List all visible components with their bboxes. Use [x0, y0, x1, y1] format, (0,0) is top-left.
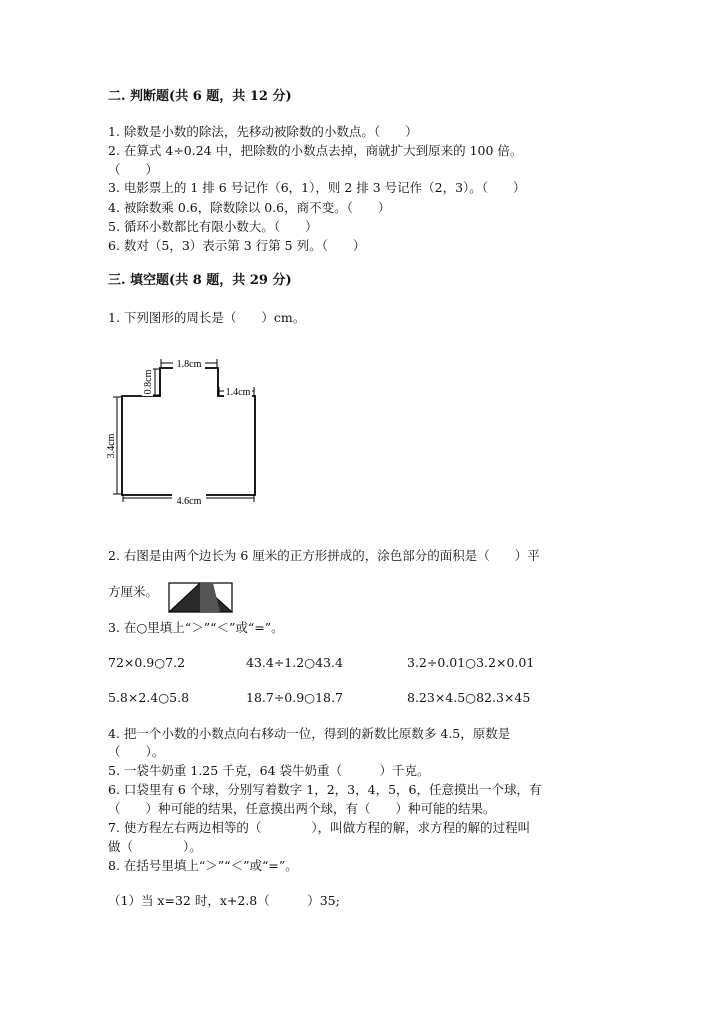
- right-label: 1.4cm: [225, 387, 251, 398]
- perimeter-figure: [100, 350, 270, 520]
- fill-question-7: 7. 使方程左右两边相等的（ ），叫做方程的解，求方程的解的过程叫: [108, 820, 531, 835]
- compare-1-3: 3.2÷0.01○3.2×0.01: [407, 655, 535, 670]
- bottom-label: 4.6cm: [176, 496, 202, 507]
- compare-2-2: 18.7÷0.9○18.7: [246, 690, 343, 705]
- judge-question-3: 3. 电影票上的 1 排 6 号记作（6，1），则 2 排 3 号记作（2，3）。（ ）: [108, 180, 526, 195]
- compare-2-3: 8.23×4.5○82.3×45: [407, 690, 531, 705]
- judge-question-1: 1. 除数是小数的除法，先移动被除数的小数点。（ ）: [108, 124, 418, 139]
- compare-2-1: 5.8×2.4○5.8: [108, 690, 190, 705]
- fill-question-5: 5. 一袋牛奶重 1.25 千克，64 袋牛奶重（ ）千克。: [108, 763, 430, 778]
- fill-question-2: 2. 右图是由两个边长为 6 厘米的正方形拼成的，涂色部分的面积是（ ）平: [108, 548, 540, 563]
- fill-question-6: 6. 口袋里有 6 个球，分别写着数字 1，2，3，4，5，6，任意摸出一个球，有: [108, 782, 542, 797]
- fill-question-8-part-1: （1）当 x=32 时，x+2.8（ ）35;: [108, 893, 340, 908]
- compare-1-2: 43.4÷1.2○43.4: [246, 655, 343, 670]
- fill-question-3: 3. 在○里填上“＞”“＜”或“=”。: [108, 620, 284, 635]
- fill-question-6-cont: （ ）种可能的结果，任意摸出两个球，有（ ）种可能的结果。: [108, 801, 496, 816]
- fill-question-4-cont: （ ）。: [108, 744, 165, 759]
- judge-question-4: 4. 被除数乘 0.6，除数除以 0.6，商不变。（ ）: [108, 200, 391, 215]
- judge-question-5: 5. 循环小数都比有限小数大。（ ）: [108, 219, 318, 234]
- top-label: 1.8cm: [176, 359, 202, 370]
- fill-question-2-cont: 方厘米。: [108, 584, 159, 599]
- compare-1-1: 72×0.9○7.2: [108, 655, 186, 670]
- judge-question-2-blank: （ ）: [108, 162, 159, 177]
- fill-question-4: 4. 把一个小数的小数点向右移动一位，得到的新数比原数多 4.5，原数是: [108, 726, 511, 741]
- judge-question-6: 6. 数对（5，3）表示第 3 行第 5 列。（ ）: [108, 238, 366, 253]
- judge-question-2: 2. 在算式 4÷0.24 中，把除数的小数点去掉，商就扩大到原来的 100 倍。: [108, 143, 523, 158]
- notch-label: 0.8cm: [143, 369, 154, 395]
- section-2-heading: 二. 判断题(共 6 题，共 12 分): [108, 89, 292, 104]
- shaded-squares-figure: [168, 582, 238, 614]
- left-label: 3.4cm: [106, 433, 117, 459]
- fill-question-1: 1. 下列图形的周长是（ ）cm。: [108, 310, 306, 325]
- fill-question-8: 8. 在括号里填上“＞”“＜”或“=”。: [108, 858, 298, 873]
- section-3-heading: 三. 填空题(共 8 题，共 29 分): [108, 273, 292, 288]
- fill-question-7-cont: 做（ ）。: [108, 839, 202, 854]
